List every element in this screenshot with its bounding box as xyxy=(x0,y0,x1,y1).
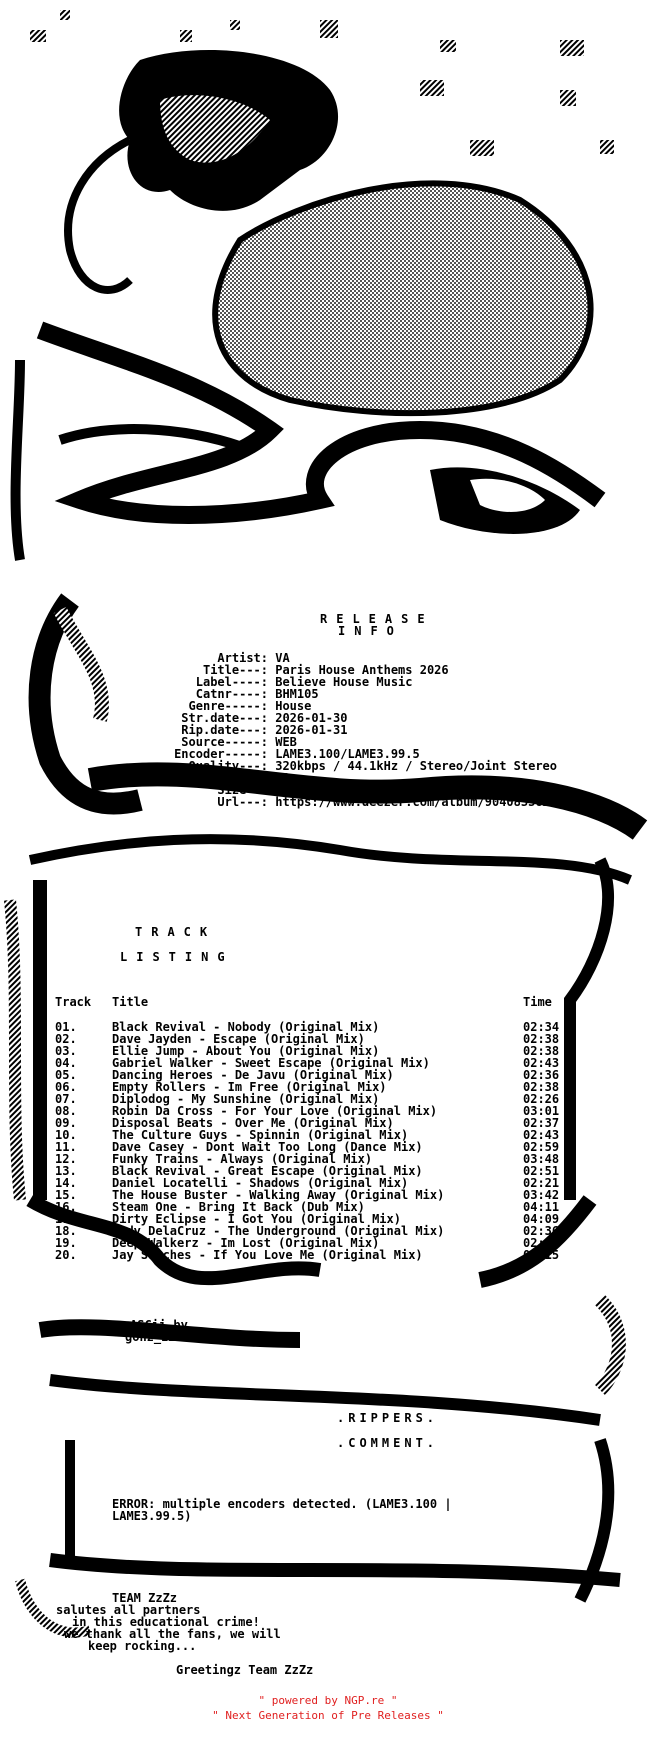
release-field-label: Artist: xyxy=(217,651,268,665)
release-heading: RELEASE xyxy=(320,612,434,626)
ascii-credit-line2: gonz_zZzZ xyxy=(125,1330,191,1344)
release-field-value: https://www.deezer.com/album/904083362 xyxy=(275,795,550,809)
track-title: The House Buster - Walking Away (Original Mix) xyxy=(112,1188,445,1202)
track-time: 02:37 xyxy=(523,1116,560,1130)
track-title: Empty Rollers - Im Free (Original Mix) xyxy=(112,1080,387,1094)
team-line4: we thank all the fans, we will xyxy=(64,1627,281,1641)
release-field-value: BHM105 xyxy=(275,687,319,701)
track-title: Steam One - Bring It Back (Dub Mix) xyxy=(112,1200,365,1214)
track-time: 02:34 xyxy=(523,1020,560,1034)
track-time: 02:36 xyxy=(523,1224,560,1238)
release-field-label: Quality---: xyxy=(188,759,268,773)
track-time: 02:38 xyxy=(523,1044,560,1058)
release-field-label: Genre-----: xyxy=(188,699,268,713)
track-time: 03:01 xyxy=(523,1104,560,1118)
track-number: 03. xyxy=(55,1044,77,1058)
track-number: 04. xyxy=(55,1056,77,1070)
track-number: 18. xyxy=(55,1224,77,1238)
rippers-comment-line1: ERROR: multiple encoders detected. (LAME3.100 | xyxy=(112,1497,452,1511)
track-number: 05. xyxy=(55,1068,77,1082)
track-number: 07. xyxy=(55,1092,77,1106)
track-time: 03:42 xyxy=(523,1188,560,1202)
release-field-label: Rip.date---: xyxy=(181,723,268,737)
track-number: 15. xyxy=(55,1188,77,1202)
info-heading: INFO xyxy=(338,624,403,638)
release-field-value: 320kbps / 44.1kHz / Stereo/Joint Stereo xyxy=(275,759,557,773)
track-title: The Culture Guys - Spinnin (Original Mix) xyxy=(112,1128,409,1142)
release-field-value: 2026-01-31 xyxy=(275,723,348,737)
track-number: 13. xyxy=(55,1164,77,1178)
release-field-label: Tracks--: xyxy=(202,771,268,785)
release-field-label: Url---: xyxy=(217,795,268,809)
track-title: Dave Casey - Dont Wait Too Long (Dance Mix) xyxy=(112,1140,423,1154)
team-line3: in this educational crime! xyxy=(72,1615,260,1629)
release-field-label: Label----: xyxy=(195,675,268,689)
track-number: 10. xyxy=(55,1128,77,1142)
listing-heading: LISTING xyxy=(120,950,234,964)
team-line5: keep rocking... xyxy=(88,1639,197,1653)
col-time-header: Time xyxy=(523,995,552,1009)
release-field-label: Size--: xyxy=(217,783,268,797)
team-greeting: Greetingz Team ZzZz xyxy=(176,1663,314,1677)
track-number: 08. xyxy=(55,1104,77,1118)
track-title: Black Revival - Great Escape (Original Mix) xyxy=(112,1164,423,1178)
track-time: 02:40 xyxy=(523,1236,560,1250)
track-title: Daniel Locatelli - Shadows (Original Mix) xyxy=(112,1176,409,1190)
release-field-value: 20 xyxy=(275,771,290,785)
track-title: Jay Sanches - If You Love Me (Original Mix) xyxy=(112,1248,423,1262)
track-time: 02:38 xyxy=(523,1032,560,1046)
col-title-header: Title xyxy=(112,995,149,1009)
release-field-label: Title---: xyxy=(202,663,268,677)
footer-tagline: " Next Generation of Pre Releases " xyxy=(212,1709,444,1722)
track-title: Deep Walkerz - Im Lost (Original Mix) xyxy=(112,1236,380,1250)
track-number: 19. xyxy=(55,1236,77,1250)
team-line1: TEAM ZzZz xyxy=(112,1591,178,1605)
track-title: Gabriel Walker - Sweet Escape (Original Mix) xyxy=(112,1056,430,1070)
release-field-value: House xyxy=(275,699,312,713)
track-title: Black Revival - Nobody (Original Mix) xyxy=(112,1020,380,1034)
track-time: 03:48 xyxy=(523,1152,560,1166)
track-time: 03:15 xyxy=(523,1248,560,1262)
release-field-label: Str.date---: xyxy=(181,711,268,725)
track-title: Dancing Heroes - De Javu (Original Mix) xyxy=(112,1068,394,1082)
track-title: Andy DelaCruz - The Underground (Original Mix) xyxy=(112,1224,445,1238)
rippers-comment-line2: LAME3.99.5) xyxy=(112,1509,192,1523)
release-field-label: Encoder-----: xyxy=(174,747,268,761)
release-field-value: Believe House Music xyxy=(275,675,413,689)
track-number: 02. xyxy=(55,1032,77,1046)
footer-powered-by: " powered by NGP.re " xyxy=(258,1694,398,1707)
track-number: 01. xyxy=(55,1020,77,1034)
track-heading: TRACK xyxy=(135,925,217,939)
track-time: 02:59 xyxy=(523,1140,560,1154)
track-time: 02:43 xyxy=(523,1056,560,1070)
track-title: Dave Jayden - Escape (Original Mix) xyxy=(112,1032,365,1046)
release-field-value: WEB xyxy=(275,735,297,749)
track-title: Funky Trains - Always (Original Mix) xyxy=(112,1152,373,1166)
release-field-value: Paris House Anthems 2026 xyxy=(275,663,449,677)
track-number: 14. xyxy=(55,1176,77,1190)
release-field-value: VA xyxy=(275,651,290,665)
release-field xyxy=(150,796,550,808)
track-number: 20. xyxy=(55,1248,77,1262)
track-title: Diplodog - My Sunshine (Original Mix) xyxy=(112,1092,380,1106)
track-number: 06. xyxy=(55,1080,77,1094)
release-field-value: 2026-01-30 xyxy=(275,711,348,725)
track-time: 02:21 xyxy=(523,1176,560,1190)
track-title: Robin Da Cross - For Your Love (Original Mix) xyxy=(112,1104,438,1118)
col-track-header: Track xyxy=(55,995,92,1009)
track-time: 02:43 xyxy=(523,1128,560,1142)
track-number: 11. xyxy=(55,1140,77,1154)
track-time: 04:09 xyxy=(523,1212,560,1226)
ascii-credit-line1: ASCii by xyxy=(130,1318,188,1332)
release-field-label: Source-----: xyxy=(181,735,268,749)
track-number: 12. xyxy=(55,1152,77,1166)
team-line2: salutes all partners xyxy=(56,1603,201,1617)
release-field-value: 135.7MB xyxy=(275,783,326,797)
track-number: 16. xyxy=(55,1200,77,1214)
track-title: Ellie Jump - About You (Original Mix) xyxy=(112,1044,380,1058)
release-field-label: Catnr----: xyxy=(195,687,268,701)
track-time: 02:51 xyxy=(523,1164,560,1178)
track-time: 04:11 xyxy=(523,1200,560,1214)
track-title: Dirty Eclipse - I Got You (Original Mix) xyxy=(112,1212,401,1226)
track-title: Disposal Beats - Over Me (Original Mix) xyxy=(112,1116,394,1130)
track-time: 02:36 xyxy=(523,1068,560,1082)
track-time: 02:38 xyxy=(523,1080,560,1094)
track-number: 09. xyxy=(55,1116,77,1130)
release-field-value: LAME3.100/LAME3.99.5 xyxy=(275,747,420,761)
rippers-heading: .RIPPERS. xyxy=(337,1411,439,1425)
track-time: 02:26 xyxy=(523,1092,560,1106)
track-number: 17. xyxy=(55,1212,77,1226)
comment-heading: .COMMENT. xyxy=(337,1436,439,1450)
